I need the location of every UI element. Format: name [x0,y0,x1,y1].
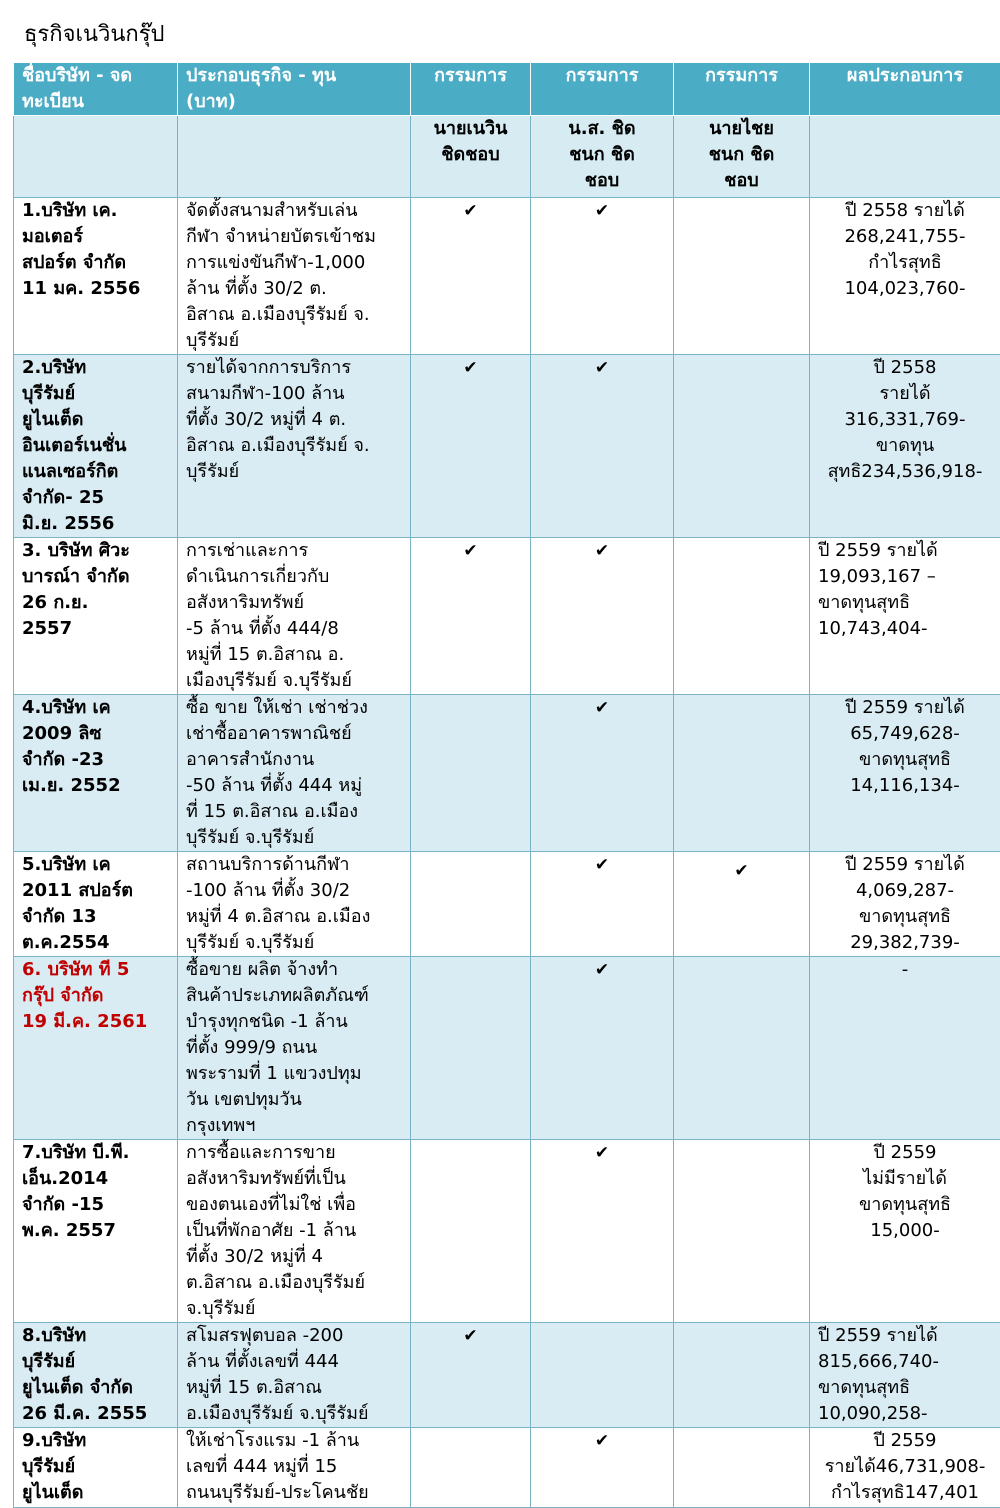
director-1-cell [411,852,531,957]
table-row [14,695,1000,852]
table-row [14,1428,1000,1508]
results-cell: ปี 2559 รายได้46,731,908- กำไรสุทธิ147,401 [810,1428,1000,1508]
table-row [14,538,1000,695]
director-3-cell [674,1140,810,1323]
check-mark-icon: ✔ [463,1326,477,1346]
company-name-cell: 5.บริษัท เค 2011 สปอร์ต จำกัด 13 ต.ค.2554 [14,852,178,957]
header-company: ชื่อบริษัท - จด ทะเบียน [14,63,178,116]
business-cell: สโมสรฟุตบอล -200 ล้าน ที่ตั้งเลขที่ 444 หมู่ที่ 15 ต.อิสาณ อ.เมืองบุรีรัมย์ จ.บุรีรัมย์ [178,1323,411,1428]
director-3-cell [674,695,810,852]
check-mark-icon: ✔ [595,201,609,221]
header-business: ประกอบธุรกิจ - ทุน (บาท) [178,63,411,116]
header-director-2: กรรมการ [531,63,674,116]
director-1-cell [411,538,531,695]
company-name-cell: 8.บริษัท บุรีรัมย์ ยูไนเต็ด จำกัด 26 มี.ค. 2555 [14,1323,178,1428]
check-mark-icon: ✔ [463,358,477,378]
company-name-cell: 4.บริษัท เค 2009 ลิซ จำกัด -23 เม.ย. 2552 [14,695,178,852]
director-1-cell [411,198,531,355]
business-cell: ให้เช่าโรงแรม -1 ล้าน เลขที่ 444 หมู่ที่ 15 ถนนบุรีรัมย์-ประโคนชัย [178,1428,411,1508]
director-2-cell [531,1140,674,1323]
director-3-cell [674,538,810,695]
director-2-name: น.ส. ชิด ชนก ชิด ชอบ [531,116,674,198]
director-3-cell [674,198,810,355]
business-cell: จัดตั้งสนามสำหรับเล่น กีฬา จำหน่ายบัตรเข้าชม การแข่งขันกีฬา-1,000 ล้าน ที่ตั้ง 30/2 ต. อิสาณ อ.เมืองบุรีรัมย์ จ. บุรีรัมย์ [178,198,411,355]
director-1-cell [411,695,531,852]
results-cell: ปี 2559 รายได้ 65,749,628- ขาดทุนสุทธิ 14,116,134- [810,695,1000,852]
business-cell: ซื้อขาย ผลิต จ้างทำ สินค้าประเภทผลิตภัณฑ์ บำรุงทุกชนิด -1 ล้าน ที่ตั้ง 999/9 ถนน พระรามที่ 1 แขวงปทุม วัน เขตปทุมวัน กรุงเทพฯ [178,957,411,1140]
table-row [14,1140,1000,1323]
company-name-cell: 3. บริษัท ศิวะ บารณ์า จำกัด 26 ก.ย. 2557 [14,538,178,695]
director-1-cell [411,957,531,1140]
director-3-name: นายไชย ชนก ชิด ชอบ [674,116,810,198]
director-2-cell [531,1323,674,1428]
results-cell: - [810,957,1000,1140]
business-cell: การซื้อและการขาย อสังหาริมทรัพย์ที่เป็น ของตนเองที่ไม่ใช่ เพื่อ เป็นที่พักอาศัย -1 ล้าน ที่ตั้ง 30/2 หมู่ที่ 4 ต.อิสาณ อ.เมืองบุรีรัมย์ จ.บุรีรัมย์ [178,1140,411,1323]
results-cell: ปี 2559 รายได้ 19,093,167 – ขาดทุนสุทธิ 10,743,404- [810,538,1000,695]
table-row [14,355,1000,538]
check-mark-icon: ✔ [595,855,609,875]
company-table [13,62,1000,1508]
company-name-cell: 2.บริษัท บุรีรัมย์ ยูไนเต็ด อินเตอร์เนชั่น แนลเซอร์กิต จำกัด- 25 มิ.ย. 2556 [14,355,178,538]
header-results: ผลประกอบการ [810,63,1000,116]
director-2-cell [531,852,674,957]
director-3-cell [674,852,810,957]
table-row [14,957,1000,1140]
director-3-cell [674,1428,810,1508]
director-3-cell [674,957,810,1140]
company-name-cell: 6. บริษัท ที 5 กรุ๊ป จำกัด 19 มี.ค. 2561 [14,957,178,1140]
director-2-cell [531,355,674,538]
header-director-1: กรรมการ [411,63,531,116]
director-2-cell [531,198,674,355]
business-cell: รายได้จากการบริการ สนามกีฬา-100 ล้าน ที่ตั้ง 30/2 หมู่ที่ 4 ต. อิสาณ อ.เมืองบุรีรัมย์ จ. บุรีรัมย์ [178,355,411,538]
director-2-cell [531,957,674,1140]
check-mark-icon: ✔ [595,1143,609,1163]
company-name-cell: 9.บริษัท บุรีรัมย์ ยูไนเต็ด [14,1428,178,1508]
header-director-3: กรรมการ [674,63,810,116]
director-1-cell [411,1428,531,1508]
business-cell: การเช่าและการ ดำเนินการเกี่ยวกับ อสังหาริมทรัพย์ -5 ล้าน ที่ตั้ง 444/8 หมู่ที่ 15 ต.อิสาณ อ. เมืองบุรีรัมย์ จ.บุรีรัมย์ [178,538,411,695]
check-mark-icon: ✔ [595,1431,609,1451]
director-1-cell [411,355,531,538]
director-2-cell [531,695,674,852]
director-1-cell [411,1323,531,1428]
director-2-cell [531,538,674,695]
table-row [14,852,1000,957]
document-title: ธุรกิจเนวินกรุ๊ป [24,16,165,51]
director-2-cell [531,1428,674,1508]
check-mark-icon: ✔ [595,698,609,718]
check-mark-icon: ✔ [595,358,609,378]
director-names-row [14,116,1000,198]
check-mark-icon: ✔ [463,201,477,221]
results-cell: ปี 2558 รายได้ 268,241,755- กำไรสุทธิ 104,023,760- [810,198,1000,355]
check-mark-icon: ✔ [595,960,609,980]
company-name-cell: 7.บริษัท บี.พี. เอ็น.2014 จำกัด -15 พ.ค. 2557 [14,1140,178,1323]
business-cell: ซื้อ ขาย ให้เช่า เช่าช่วง เช่าซื้ออาคารพาณิชย์ อาคารสำนักงาน -50 ล้าน ที่ตั้ง 444 หมู่ ที่ 15 ต.อิสาณ อ.เมือง บุรีรัมย์ จ.บุรีรัมย์ [178,695,411,852]
director-1-cell [411,1140,531,1323]
check-mark-icon: ✔ [734,858,748,884]
check-mark-icon: ✔ [463,541,477,561]
table-header-row [14,63,1000,116]
director-3-cell [674,355,810,538]
table-row [14,198,1000,355]
results-cell: ปี 2559 ไม่มีรายได้ ขาดทุนสุทธิ 15,000- [810,1140,1000,1323]
business-cell: สถานบริการด้านกีฬา -100 ล้าน ที่ตั้ง 30/2 หมู่ที่ 4 ต.อิสาณ อ.เมือง บุรีรัมย์ จ.บุรีรัมย์ [178,852,411,957]
check-mark-icon: ✔ [595,541,609,561]
results-cell: ปี 2559 รายได้ 815,666,740- ขาดทุนสุทธิ 10,090,258- [810,1323,1000,1428]
company-name-cell: 1.บริษัท เค. มอเตอร์ สปอร์ต จำกัด 11 มค. 2556 [14,198,178,355]
director-1-name: นายเนวิน ชิดชอบ [411,116,531,198]
results-cell: ปี 2558 รายได้ 316,331,769- ขาดทุน สุทธิ234,536,918- [810,355,1000,538]
director-3-cell [674,1323,810,1428]
results-cell: ปี 2559 รายได้ 4,069,287- ขาดทุนสุทธิ 29,382,739- [810,852,1000,957]
table-row [14,1323,1000,1428]
